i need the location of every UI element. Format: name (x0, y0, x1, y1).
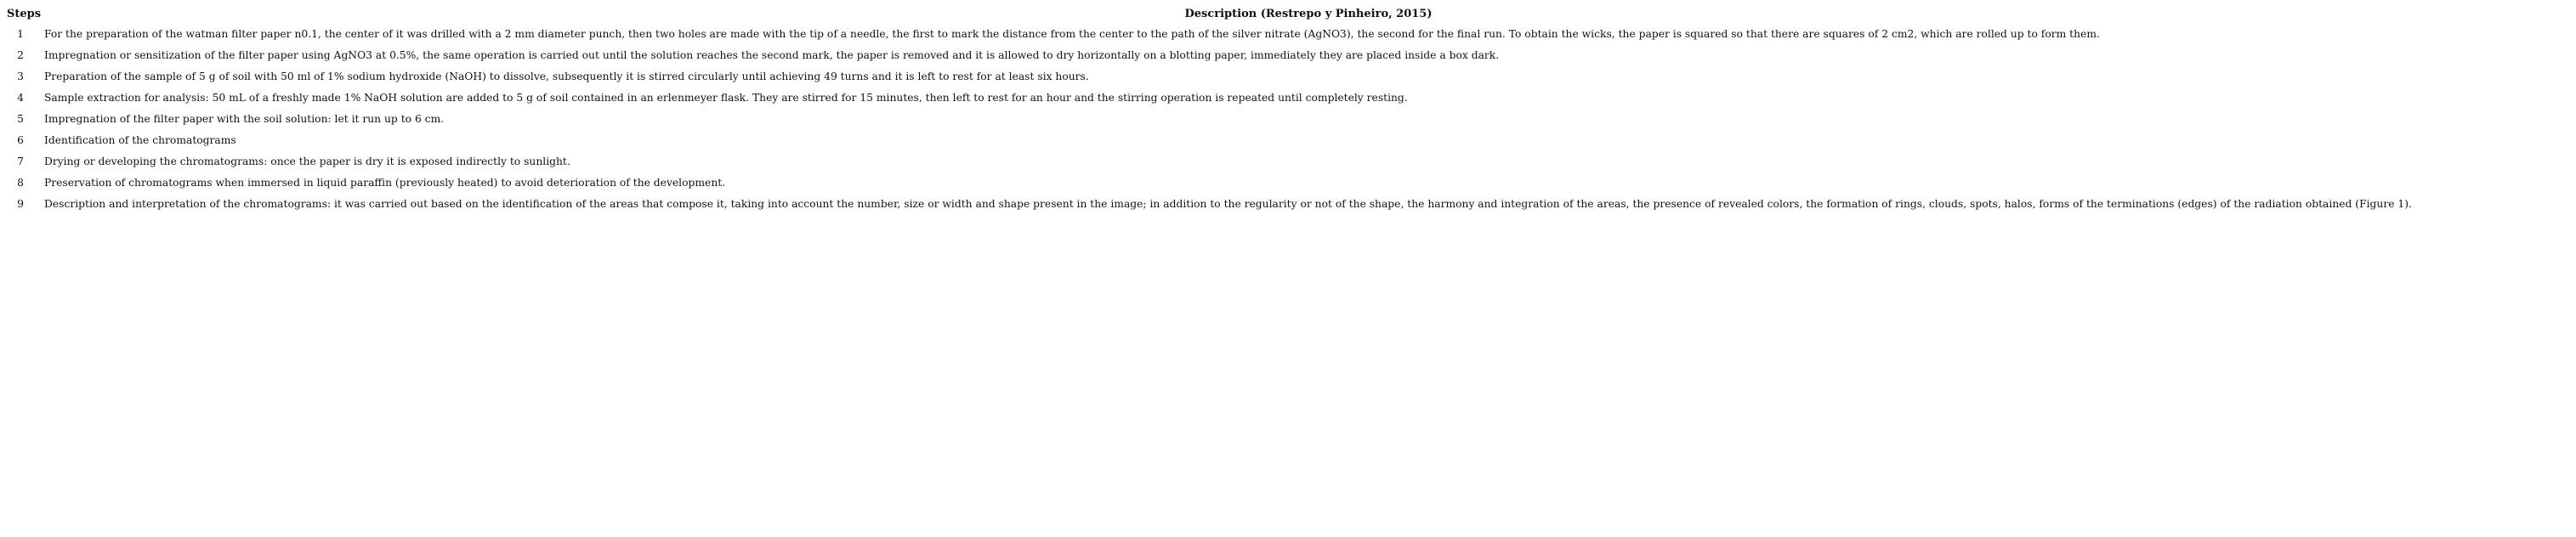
table-row (5, 172, 2573, 194)
step-description: Drying or developing the chromatograms: once the paper is dry it is exposed indirectly to sunlight. (44, 155, 570, 167)
steps-table (5, 5, 2573, 215)
step-description: Identification of the chromatograms (44, 134, 236, 146)
header-description: Description (Restrepo y Pinheiro, 2015) (1184, 8, 1433, 20)
step-description: Impregnation or sensitization of the filter paper using AgNO3 at 0.5%, the same operation is carried out until the solution reaches the second mark, the paper is removed and it is allowed to dry horizontally on a blotting paper, immediately they are placed inside a box dark. (44, 49, 1500, 61)
table-row (5, 194, 2573, 215)
step-number: 7 (17, 155, 24, 167)
table-row (5, 88, 2573, 109)
header-row (5, 5, 2573, 24)
step-number: 3 (17, 71, 24, 82)
table-row (5, 130, 2573, 151)
step-number: 9 (17, 198, 24, 210)
table-row (5, 151, 2573, 172)
table-row (5, 66, 2573, 88)
step-number: 1 (17, 28, 24, 40)
step-number: 8 (17, 177, 24, 189)
step-number: 2 (17, 49, 24, 61)
step-number: 5 (17, 113, 24, 125)
step-description: Description and interpretation of the chromatograms: it was carried out based on the identification of the areas that compose it, taking into account the number, size or width and shape present in the image; in addition to the regularity or not of the shape, the harmony and integration of the areas, the presence of revealed colors, the formation of rings, clouds, spots, halos, forms of the terminations (edges) of the radiation obtained (Figure 1). (44, 198, 2412, 210)
step-description: Preservation of chromatograms when immersed in liquid paraffin (previously heated) to avoid deterioration of the development. (44, 177, 726, 189)
table-body (5, 24, 2573, 215)
table-row (5, 109, 2573, 130)
step-description: For the preparation of the watman filter paper n0.1, the center of it was drilled with a 2 mm diameter punch, then two holes are made with the tip of a needle, the first to mark the distance from the center to the path of the silver nitrate (AgNO3), the second for the final run. To obtain the wicks, the paper is squared so that there are squares of 2 cm2, which are rolled up to form them. (44, 28, 2100, 40)
step-description: Preparation of the sample of 5 g of soil with 50 ml of 1% sodium hydroxide (NaOH) to dissolve, subsequently it is stirred circularly until achieving 49 turns and it is left to rest for at least six hours. (44, 71, 1089, 82)
step-description: Impregnation of the filter paper with the soil solution: let it run up to 6 cm. (44, 113, 445, 125)
table-header (5, 5, 2573, 24)
step-description: Sample extraction for analysis: 50 mL of a freshly made 1% NaOH solution are added to 5 g of soil contained in an erlenmeyer flask. They are stirred for 15 minutes, then left to rest for an hour and the stirring operation is repeated until completely resting. (44, 92, 1408, 104)
table-row (5, 24, 2573, 45)
header-steps: Steps (7, 8, 42, 20)
step-number: 4 (17, 92, 24, 104)
step-number: 6 (17, 134, 24, 146)
table-row (5, 45, 2573, 66)
